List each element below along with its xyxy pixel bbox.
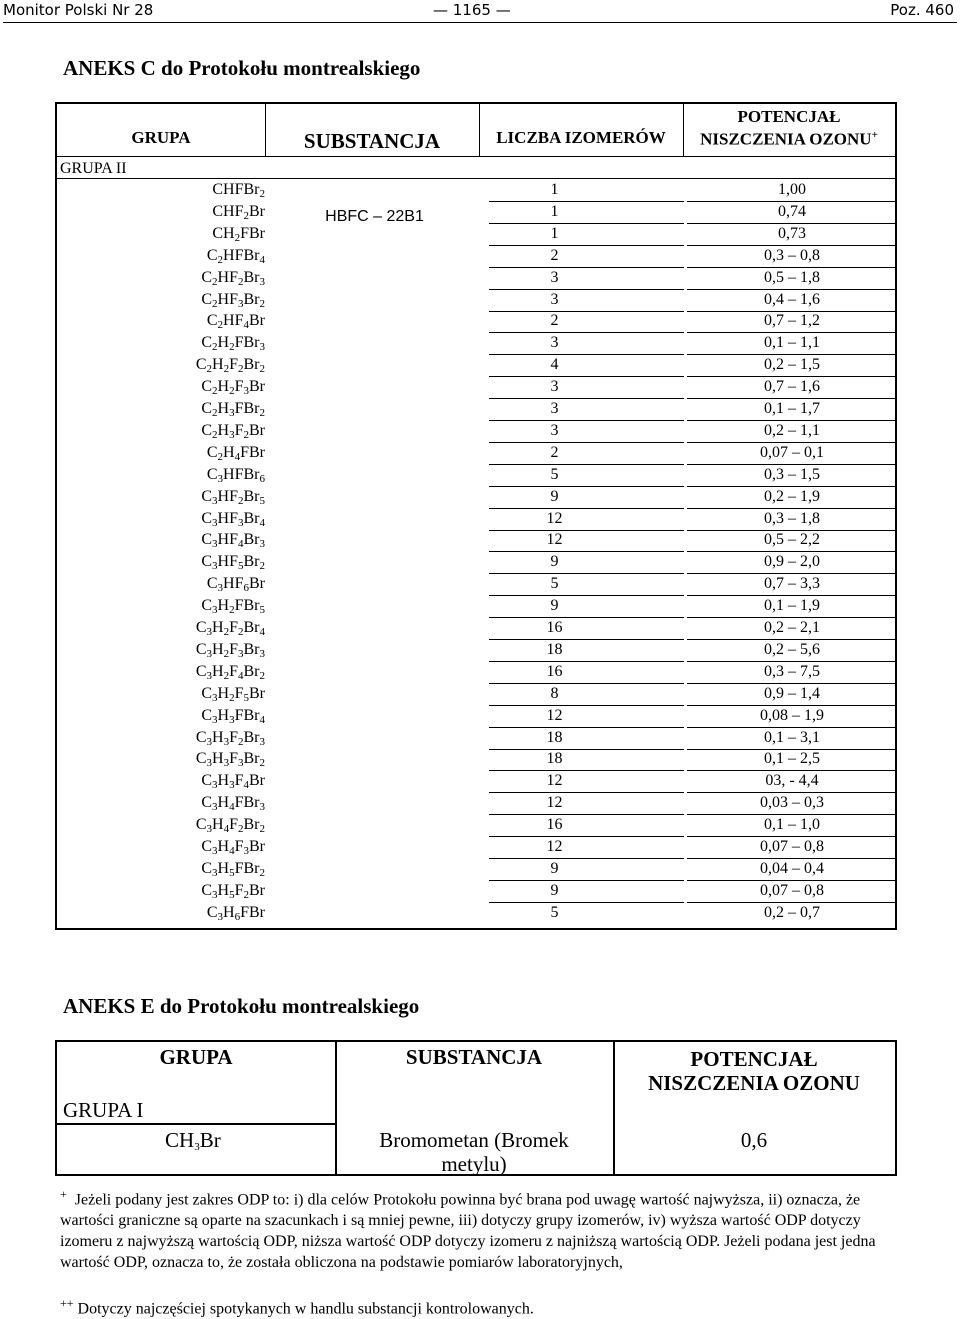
- formula-cell: $CH_2FBr$: [212, 224, 265, 244]
- isomer-count-cell: 18: [546, 750, 563, 768]
- row-rule: [489, 311, 684, 312]
- isomer-count-cell: 4: [550, 356, 559, 374]
- row-rule: [489, 661, 684, 662]
- row-rule: [489, 442, 684, 443]
- table-row: [57, 247, 895, 269]
- row-rule: [489, 551, 684, 552]
- row-rule: [489, 420, 684, 421]
- row-rule: [687, 201, 895, 202]
- isomer-count-cell: 2: [550, 312, 559, 330]
- col-header-grupa: GRUPA: [159, 1045, 233, 1069]
- row-rule: [687, 267, 895, 268]
- table-row: [57, 553, 895, 575]
- table-row: [57, 466, 895, 488]
- row-rule: [687, 486, 895, 487]
- row-rule: [687, 749, 895, 750]
- row-rule: [489, 814, 684, 815]
- substance-name: [335, 1128, 613, 1176]
- group-rule: [57, 178, 895, 179]
- formula-cell: $C_3H_6FBr$: [206, 903, 265, 923]
- formula-cell: $C_3H_4F_2Br_2$: [195, 816, 265, 836]
- row-rule: [489, 376, 684, 377]
- odp-cell: 0,2 – 1,1: [764, 421, 820, 439]
- potencjal-line-2: NISZCZENIA OZONU: [648, 1071, 860, 1095]
- isomer-count-cell: 12: [546, 794, 563, 812]
- formula-cell: $C_2H_2FBr_3$: [201, 334, 265, 354]
- formula-cell: $C_2H_2F_3Br$: [201, 378, 265, 398]
- formula-cell: $C_3H_3F_4Br$: [201, 772, 265, 792]
- row-rule: [687, 376, 895, 377]
- row-rule: [687, 530, 895, 531]
- footnote-text: Dotyczy najczęściej spotykanych w handlu substancji kontrolowanych.: [77, 1300, 534, 1318]
- formula-cell: $C_2H_3F_2Br$: [201, 421, 265, 441]
- formula-cell: $C_3HFBr_6$: [206, 465, 265, 485]
- table-row: [57, 203, 895, 225]
- formula-cell: $C_3HF_5Br_2$: [201, 553, 265, 573]
- col-header-grupa: GRUPA: [131, 128, 191, 147]
- substance-name-line-2: metylu): [441, 1152, 507, 1176]
- odp-cell: 0,2 – 0,7: [764, 903, 820, 921]
- row-rule: [489, 464, 684, 465]
- odp-cell: 0,1 – 1,7: [764, 400, 820, 417]
- col-header-substancja: SUBSTANCJA: [405, 1045, 543, 1069]
- formula-cell: $C_3H_3F_3Br_2$: [195, 750, 265, 770]
- isomer-count-cell: 3: [550, 268, 559, 286]
- isomer-count-cell: 2: [550, 246, 559, 264]
- table-row: [57, 707, 895, 729]
- group-label: GRUPA I: [63, 1098, 144, 1122]
- formula-cell: $C_3H_3FBr_4$: [201, 706, 265, 726]
- row-rule: [687, 398, 895, 399]
- odp-cell: 0,4 – 1,6: [764, 290, 820, 308]
- isomer-count-cell: 16: [546, 816, 563, 834]
- table-row: [57, 663, 895, 685]
- odp-cell: 0,5 – 1,8: [764, 268, 820, 286]
- odp-cell: 0,1 – 1,0: [764, 816, 820, 834]
- odp-cell: 0,7 – 3,3: [764, 575, 820, 593]
- table-row: [57, 334, 895, 356]
- isomer-count-cell: 2: [550, 443, 559, 461]
- isomer-count-cell: 3: [550, 378, 559, 396]
- row-rule: [687, 727, 895, 728]
- isomer-count-cell: 12: [546, 838, 563, 855]
- row-rule: [687, 442, 895, 443]
- odp-cell: 0,9 – 1,4: [764, 684, 820, 702]
- table-row: [57, 685, 895, 707]
- row-rule: [687, 311, 895, 312]
- row-rule: [489, 245, 684, 246]
- odp-cell: 0,5 – 2,2: [764, 531, 820, 549]
- formula-cell: $C_3H_2F_3Br_3$: [195, 640, 265, 660]
- isomer-count-cell: 5: [550, 465, 559, 483]
- row-rule: [687, 858, 895, 859]
- row-rule: [489, 201, 684, 202]
- row-rule: [489, 858, 684, 859]
- isomer-count-cell: 9: [550, 553, 559, 571]
- isomer-count-cell: 12: [546, 772, 563, 790]
- row-rule: [489, 398, 684, 399]
- odp-cell: 1,00: [778, 181, 806, 198]
- table-row: [57, 422, 895, 444]
- potencjal-line-1: POTENCJAŁ: [690, 1047, 818, 1071]
- row-rule: [489, 530, 684, 531]
- table-row: [57, 619, 895, 641]
- footnote-2: [60, 1293, 900, 1319]
- col-header-potencjal: [613, 1047, 895, 1095]
- formula-cell: $C_3H_4F_3Br$: [201, 838, 265, 857]
- annex-e-title: ANEKS E do Protokołu montrealskiego: [63, 994, 420, 1018]
- row-rule: [687, 705, 895, 706]
- odp-cell: 0,3 – 0,8: [764, 246, 820, 264]
- row-rule: [489, 705, 684, 706]
- isomer-count-cell: 16: [546, 662, 563, 680]
- row-rule: [687, 464, 895, 465]
- annex-c-table: [55, 102, 897, 930]
- annex-e-table: [55, 1040, 897, 1176]
- formula-cell: $C_2HF_4Br$: [206, 312, 265, 332]
- formula-cell: $C_3H_2FBr_5$: [201, 597, 265, 617]
- formula-cell: $C_3HF_2Br_5$: [201, 487, 265, 507]
- odp-cell: 0,1 – 2,5: [764, 750, 820, 768]
- odp-cell: 0,1 – 1,1: [764, 334, 820, 352]
- isomer-count-cell: 16: [546, 619, 563, 636]
- table-row: [57, 181, 895, 203]
- formula-cell: $C_3H_5F_2Br$: [201, 881, 265, 901]
- table-row: [57, 794, 895, 816]
- table-row: [57, 904, 895, 926]
- footnote-mark: ++: [60, 1296, 74, 1310]
- row-rule: [489, 792, 684, 793]
- odp-cell: 0,74: [778, 202, 806, 220]
- odp-cell: 0,2 – 1,9: [764, 487, 820, 505]
- formula-cell: $C_3HF_4Br_3$: [201, 531, 265, 551]
- row-rule: [687, 551, 895, 552]
- table-row: [57, 312, 895, 334]
- row-rule: [687, 880, 895, 881]
- footnote-1: [60, 1184, 900, 1273]
- isomer-count-cell: 8: [550, 684, 559, 702]
- isomer-count-cell: 3: [550, 400, 559, 417]
- formula-cell: CHFBr$_2$: [212, 181, 265, 200]
- row-rule: [687, 332, 895, 333]
- table-row: [57, 531, 895, 553]
- odp-cell: 0,7 – 1,2: [764, 312, 820, 330]
- row-rule: [687, 508, 895, 509]
- substance-name: HBFC – 22B1: [325, 208, 424, 225]
- formula-cell: $C_2HFBr_4$: [206, 246, 265, 266]
- table-row: [57, 400, 895, 422]
- table-row: [57, 838, 895, 860]
- row-rule: [687, 245, 895, 246]
- col-header-potencjal: [683, 107, 895, 149]
- formula-cell: $C_3H_2F_2Br_4$: [195, 619, 265, 638]
- page-number: — 1165 —: [433, 1, 511, 19]
- annex-c-title: ANEKS C do Protokołu montrealskiego: [63, 56, 421, 80]
- row-rule: [489, 683, 684, 684]
- col-header-substancja: SUBSTANCJA: [303, 129, 441, 153]
- footnote-text: Jeżeli podany jest zakres ODP to: i) dla celów Protokołu powinna być brana pod uwagę wartość najwyższa, ii) oznacza, że wartości graniczne są oparte na szacunkach i są mniej pewne, iii) dotyczy grupy izomerów, iv) wyższa wartość ODP dotyczy izomeru z najwyższą wartością ODP, niższa wartość ODP dotyczy izomeru z najniższą wartością ODP. Jeżeli podana jest jedna wartość ODP, oznacza to, że została obliczona na podstawie pomiarów laboratoryjnych,: [60, 1191, 876, 1272]
- isomer-count-cell: 3: [550, 290, 559, 308]
- row-rule: [687, 902, 895, 903]
- odp-cell: 0,08 – 1,9: [760, 706, 824, 724]
- table-row: [57, 575, 895, 597]
- formula-cell: $C_3H_3F_2Br_3$: [195, 728, 265, 748]
- table-row: [57, 641, 895, 663]
- isomer-count-cell: 9: [550, 597, 559, 615]
- odp-cell: 0,07 – 0,1: [760, 443, 824, 461]
- row-rule: [489, 354, 684, 355]
- table-row: [57, 816, 895, 838]
- odp-cell: 0,07 – 0,8: [760, 838, 824, 855]
- table-row: [57, 378, 895, 400]
- odp-cell: 0,1 – 3,1: [764, 728, 820, 746]
- row-rule: [489, 289, 684, 290]
- row-rule: [489, 573, 684, 574]
- potencjal-line-2: NISZCZENIA OZONU: [700, 129, 872, 149]
- isomer-count-cell: 1: [550, 224, 559, 242]
- isomer-count-cell: 3: [550, 334, 559, 352]
- row-rule: [489, 267, 684, 268]
- odp-cell: 0,73: [778, 224, 806, 242]
- row-rule: [489, 639, 684, 640]
- row-rule: [687, 573, 895, 574]
- row-rule: [489, 617, 684, 618]
- odp-cell: 0,2 – 2,1: [764, 619, 820, 636]
- isomer-count-cell: 1: [550, 181, 559, 198]
- row-rule: [687, 836, 895, 837]
- isomer-count-cell: 12: [546, 706, 563, 724]
- table-row: [57, 772, 895, 794]
- position-number: Poz. 460: [890, 1, 954, 19]
- col-header-izomery: LICZBA IZOMERÓW: [496, 128, 666, 147]
- formula-cell: $C_3H_4FBr_3$: [201, 794, 265, 814]
- row-rule: [489, 727, 684, 728]
- odp-cell: 0,1 – 1,9: [764, 597, 820, 615]
- formula-cell: $C_2H_3FBr_2$: [201, 400, 265, 419]
- isomer-count-cell: 12: [546, 509, 563, 527]
- isomer-count-cell: 5: [550, 575, 559, 593]
- odp-cell: 0,04 – 0,4: [760, 859, 824, 877]
- odp-cell: 0,2 – 1,5: [764, 356, 820, 374]
- odp-cell: 0,3 – 1,5: [764, 465, 820, 483]
- table-row: [57, 291, 895, 313]
- table-row: [57, 225, 895, 247]
- table-row: [57, 444, 895, 466]
- row-rule: [687, 814, 895, 815]
- table-row: [57, 597, 895, 619]
- footnote-mark: +: [871, 129, 878, 141]
- row-rule: [489, 770, 684, 771]
- row-rule: [687, 770, 895, 771]
- row-rule: [489, 902, 684, 903]
- row-rule: [687, 420, 895, 421]
- row-rule: [489, 223, 684, 224]
- substance-formula: $CH_3Br$: [165, 1128, 221, 1153]
- formula-cell: $C_3HF_3Br_4$: [201, 509, 265, 529]
- footnote-mark: +: [60, 1187, 67, 1201]
- row-rule: [687, 792, 895, 793]
- odp-cell: 0,7 – 1,6: [764, 378, 820, 396]
- table-row: [57, 356, 895, 378]
- odp-cell: 03, - 4,4: [765, 772, 819, 790]
- header-rule: [57, 156, 895, 157]
- table-row: [57, 488, 895, 510]
- row-rule: [489, 508, 684, 509]
- formula-cell: $C_2H_4FBr$: [206, 443, 265, 463]
- row-rule: [489, 836, 684, 837]
- isomer-count-cell: 5: [550, 903, 559, 921]
- odp-cell: 0,03 – 0,3: [760, 794, 824, 812]
- substance-name-line-1: Bromometan (Bromek: [379, 1128, 569, 1152]
- group-label: GRUPA II: [60, 160, 127, 177]
- row-rule: [687, 354, 895, 355]
- formula-cell: $C_3HF_6Br$: [206, 575, 265, 595]
- formula-cell: $C_3H_2F_4Br_2$: [195, 662, 265, 682]
- isomer-count-cell: 1: [550, 202, 559, 220]
- table-row: [57, 729, 895, 751]
- odp-cell: 0,3 – 7,5: [764, 662, 820, 680]
- formula-cell: $C_2H_2F_2Br_2$: [195, 356, 265, 376]
- odp-cell: 0,2 – 5,6: [764, 640, 820, 658]
- row-rule: [687, 223, 895, 224]
- row-rule: [687, 289, 895, 290]
- isomer-count-cell: 9: [550, 487, 559, 505]
- row-rule: [687, 661, 895, 662]
- isomer-count-cell: 9: [550, 859, 559, 877]
- row-rule: [687, 595, 895, 596]
- potencjal-line-1: POTENCJAŁ: [737, 107, 841, 126]
- odp-cell: 0,07 – 0,8: [760, 881, 824, 899]
- isomer-count-cell: 12: [546, 531, 563, 549]
- odp-cell: 0,3 – 1,8: [764, 509, 820, 527]
- page-header: [0, 0, 960, 22]
- row-rule: [687, 683, 895, 684]
- row-rule: [489, 486, 684, 487]
- isomer-count-cell: 3: [550, 421, 559, 439]
- isomer-count-cell: 9: [550, 881, 559, 899]
- group-rule: [57, 1123, 335, 1125]
- table-row: [57, 882, 895, 904]
- odp-value: 0,6: [740, 1128, 768, 1152]
- row-rule: [687, 617, 895, 618]
- table-row: [57, 750, 895, 772]
- row-rule: [489, 880, 684, 881]
- formula-cell: $C_3H_5FBr_2$: [201, 859, 265, 879]
- row-rule: [489, 749, 684, 750]
- table-row: [57, 269, 895, 291]
- table-row: [57, 510, 895, 532]
- header-divider: [3, 22, 957, 23]
- journal-name: Monitor Polski Nr 28: [3, 1, 154, 19]
- table-row: [57, 860, 895, 882]
- row-rule: [489, 332, 684, 333]
- formula-cell: $C_3H_2F_5Br$: [201, 684, 265, 704]
- formula-cell: $CHF_2Br$: [212, 202, 265, 222]
- row-rule: [489, 595, 684, 596]
- row-rule: [687, 639, 895, 640]
- formula-cell: $C_2HF_3Br_2$: [201, 290, 265, 310]
- isomer-count-cell: 18: [546, 640, 563, 658]
- formula-cell: $C_2HF_2Br_3$: [201, 268, 265, 288]
- odp-cell: 0,9 – 2,0: [764, 553, 820, 571]
- isomer-count-cell: 18: [546, 728, 563, 746]
